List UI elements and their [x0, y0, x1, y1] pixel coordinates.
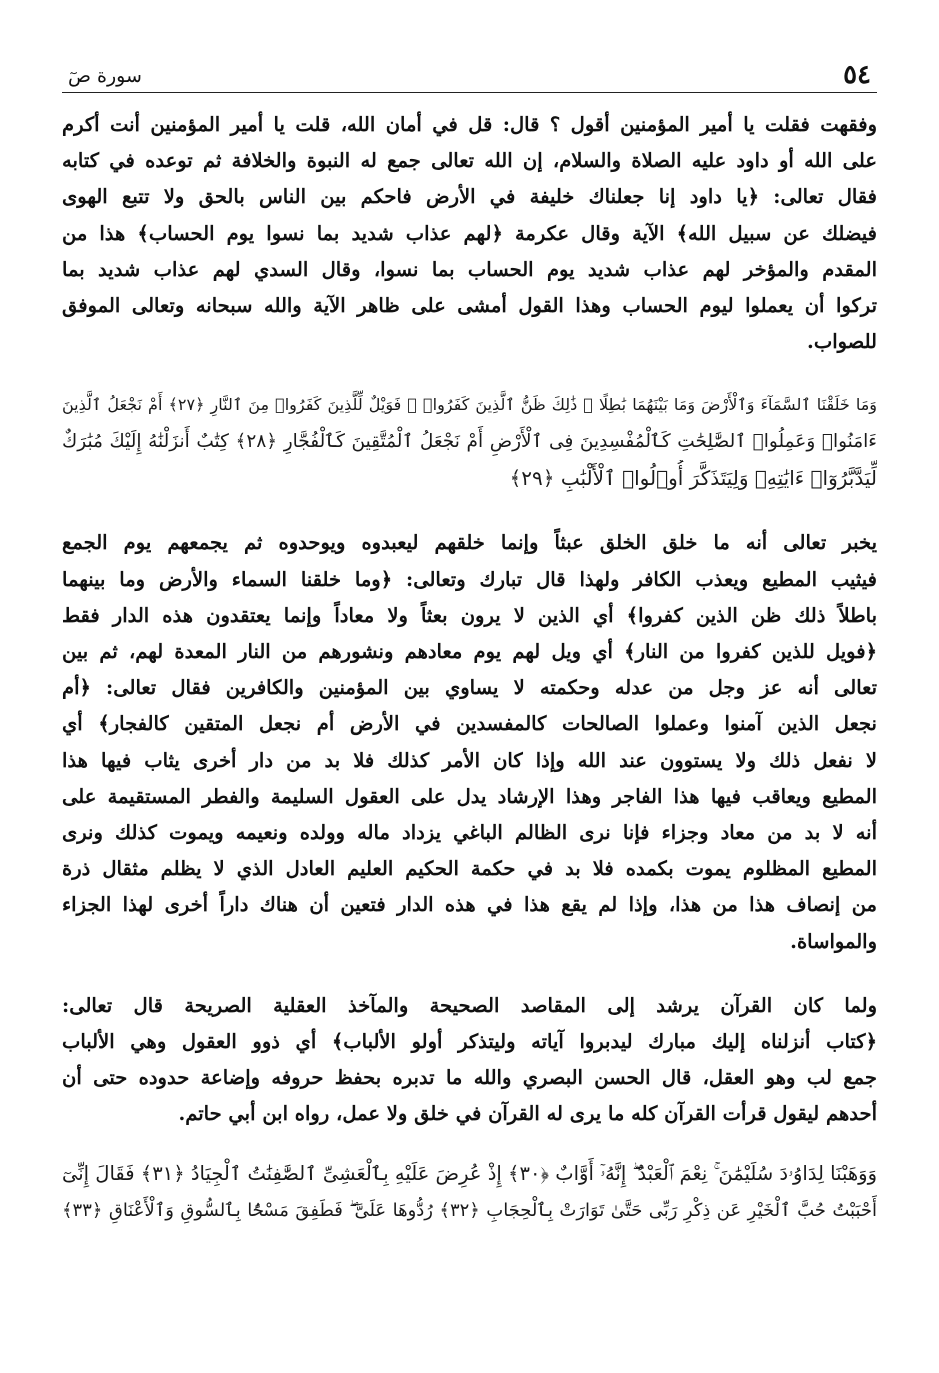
text-line: وفقهت فقلت يا أمير المؤمنين أقول ؟ قال: قل في أمان الله، قلت يا أمير المؤمنين أنت أكرم	[62, 113, 877, 136]
text-line: أحدهم ليقول قرأت القرآن كله ما يرى له القرآن في خلق ولا عمل، رواه ابن أبي حاتم.	[178, 1102, 877, 1126]
commentary-paragraph-3	[62, 988, 877, 1133]
text-line: أنه لا بد من معاد وجزاء فإنا نرى الظالم الباغي يزداد ماله وولده ونعيمه ويموت كذلك ونرى	[62, 821, 877, 845]
quran-verse-block-1	[62, 386, 877, 497]
text-line: تعالى أنه عز وجل من عدله وحكمته لا يساوي بين المؤمنين والكافرين فقال تعالى: ﴿أم	[62, 676, 877, 700]
page-header	[62, 52, 877, 93]
commentary-paragraph-1	[62, 107, 877, 360]
text-line: فقال تعالى: ﴿يا داود إنا جعلناك خليفة في الأرض فاحكم بين الناس بالحق ولا تتبع الهوى	[62, 185, 877, 209]
text-line: فيثيب المطيع ويعذب الكافر ولهذا قال تبارك وتعالى: ﴿وما خلقنا السماء والأرض وما بينهما	[62, 567, 877, 591]
text-line: جمع لب وهو العقل، قال الحسن البصري والله ما تدبره بحفظ حروفه وإضاعة حدوده حتى أن	[62, 1066, 877, 1090]
text-line: المطيع المظلوم يموت بكمده فلا بد في حكمة الحكيم العليم العادل الذي لا يظلم مثقال ذرة	[62, 857, 877, 881]
commentary-paragraph-2	[62, 525, 877, 959]
verse-line: أَحْبَبْتُ حُبَّ ٱلْخَيْرِ عَن ذِكْرِ رَبِّى حَتَّىٰ تَوَارَتْ بِٱلْحِجَابِ ﴿٣٢﴾ رُدُّوهَا عَلَىَّ ۖ فَطَفِقَ مَسْحًۢا بِٱلسُّوقِ وَٱلْأَعْنَاقِ ﴿٣٣﴾	[62, 1199, 877, 1221]
text-line: يخبر تعالى أنه ما خلق الخلق عبثاً وإنما خلقهم ليعبدوه ويوحدوه ثم يجمعهم يوم الجمع	[62, 531, 877, 555]
book-page	[62, 52, 877, 1229]
text-line: تركوا أن يعملوا ليوم الحساب وهذا القول أمشى على ظاهر الآية والله سبحانه وتعالى الموفق	[62, 294, 877, 318]
text-line: للصواب.	[807, 330, 877, 354]
page-number: ٥٤	[843, 60, 871, 90]
text-line: نجعل الذين آمنوا وعملوا الصالحات كالمفسدين في الأرض أم نجعل المتقين كالفجار﴾ أي	[62, 712, 877, 736]
text-line: ﴿فويل للذين كفروا من النار﴾ أي ويل لهم يوم معادهم ونشورهم من النار المعدة لهم، ثم بين	[62, 640, 877, 664]
surah-name: سورة صٓ	[68, 65, 142, 87]
text-line: من إنصاف هذا من هذا، وإذا لم يقع هذا في هذه الدار فتعين أن هناك داراً أخرى لهذا الجزاء	[62, 893, 877, 917]
text-line: باطلاً ذلك ظن الذين كفروا﴾ أي الذين لا يرون بعثاً ولا معاداً وإنما يعتقدون هذه الدار فقط	[62, 603, 877, 627]
verse-line: وَوَهَبْنَا لِدَاوُۥدَ سُلَيْمَٰنَ ۚ نِعْمَ ٱلْعَبْدُ ۖ إِنَّهُۥٓ أَوَّابٌ ﴿٣٠﴾ إِذْ عُرِضَ عَلَيْهِ بِٱلْعَشِىِّ ٱلصَّٰفِنَٰتُ ٱلْجِيَادُ ﴿٣١﴾ فَقَالَ إِنِّىٓ	[62, 1161, 877, 1185]
verse-line: لِّيَدَّبَّرُوٓا۟ ءَايَٰتِهِۦ وَلِيَتَذَكَّرَ أُو۟لُوا۟ ٱلْأَلْبَٰبِ ﴿٢٩﴾	[509, 466, 877, 491]
text-line: ﴿كتاب أنزلناه إليك مبارك ليدبروا آياته وليتذكر أولو الألباب﴾ أي ذوو العقول وهي الألباب	[62, 1030, 877, 1054]
quran-verse-block-2	[62, 1155, 877, 1229]
text-line: والمواساة.	[790, 929, 877, 953]
text-line: المطيع ويعاقب فيها هذا الفاجر وهذا الإرشاد يدل على العقول السليمة والفطر المستقيمة على	[62, 784, 877, 808]
verse-line: وَمَا خَلَقْنَا ٱلسَّمَآءَ وَٱلْأَرْضَ وَمَا بَيْنَهُمَا بَٰطِلًا ۚ ذَٰلِكَ ظَنُّ ٱلَّذِينَ كَفَرُوا۟ ۚ فَوَيْلٌ لِّلَّذِينَ كَفَرُوا۟ مِنَ ٱلنَّارِ ﴿٢٧﴾ أَمْ نَجْعَلُ ٱلَّذِينَ	[62, 395, 877, 415]
text-line: على الله أو داود عليه الصلاة والسلام، إن الله تعالى جمع له النبوة والخلافة ثم توعده في كتابه	[62, 149, 877, 173]
verse-line: ءَامَنُوا۟ وَعَمِلُوا۟ ٱلصَّٰلِحَٰتِ كَٱلْمُفْسِدِينَ فِى ٱلْأَرْضِ أَمْ نَجْعَلُ ٱلْمُتَّقِينَ كَٱلْفُجَّارِ ﴿٢٨﴾ كِتَٰبٌ أَنزَلْنَٰهُ إِلَيْكَ مُبَٰرَكٌ	[62, 431, 877, 453]
text-line: فيضلك عن سبيل الله﴾ الآية وقال عكرمة ﴿لهم عذاب شديد بما نسوا يوم الحساب﴾ هذا من	[62, 221, 877, 245]
text-line: ولما كان القرآن يرشد إلى المقاصد الصحيحة والمآخذ العقلية الصريحة قال تعالى:	[62, 993, 877, 1017]
text-line: لا نفعل ذلك ولا يستوون عند الله وإذا كان الأمر كذلك فلا بد من دار أخرى يثاب فيها هذا	[62, 748, 877, 772]
text-line: المقدم والمؤخر لهم عذاب شديد يوم الحساب بما نسوا، وقال السدي لهم عذاب شديد بما	[62, 257, 877, 281]
